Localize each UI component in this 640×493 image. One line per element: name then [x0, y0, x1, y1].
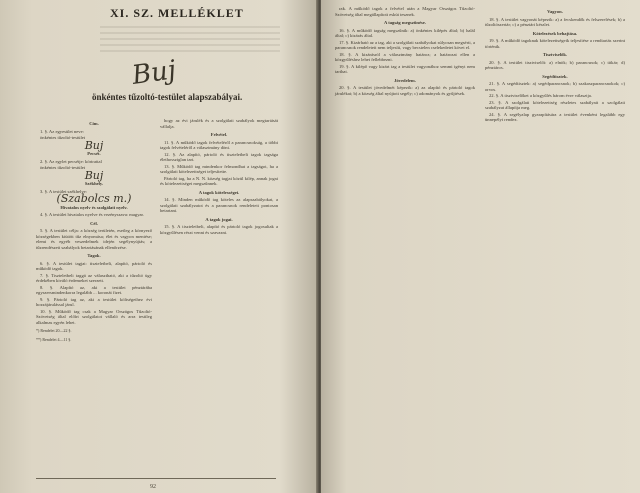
section-heading: Cím. [89, 121, 99, 126]
paragraph: 22. §. A tisztviselőket a közgyűlés három évre választja. [489, 93, 592, 98]
paragraph: 4. §. A testület hivatalos nyelve és vezényszava: magyar. [40, 212, 144, 217]
paragraph: 21. §. A segédtisztek: a) segédparancsnok; b) szakaszparancsnokok; c) orvos. [485, 81, 625, 92]
page-number: 92 [150, 484, 156, 490]
paragraph: 19. §. A működő tagoknak kötelezettségeik teljesítése a rendtartás szerint történik. [485, 38, 625, 49]
handwritten-signature: Buj [130, 55, 178, 91]
section-heading: Jövedelem. [394, 77, 416, 83]
left-page [0, 0, 318, 493]
section-heading: Kötelezések behajtása. [532, 30, 578, 36]
paragraph: 17. §. Kizárható az a tag, aki a szolgálati szabályokat súlyosan megsérti, a parancsnok rendeleteit nem teljesíti, vagy becstelen cselekedetet követ el. [335, 39, 475, 50]
footnote: **) Rendelet 4—11 §. [36, 336, 72, 342]
text-column-4 [485, 6, 625, 124]
handwritten-entry: (Szabolcs m.) [56, 192, 132, 205]
text-column-3 [335, 6, 475, 97]
paragraph: 20. §. A testület tisztviselői: a) elnök; b) parancsnok; c) titkár; d) pénztáros. [485, 59, 625, 70]
paragraph: önkéntes tűzoltó-testület [40, 165, 86, 170]
paragraph: 9. §. Pártoló tag az, aki a testület költségeihez évi hozzájárulással járul. [36, 296, 152, 307]
paragraph: 23. §. A szolgálati kötelezettség részletes szabályait a szolgálati szabályzat állapítja meg. [485, 99, 625, 110]
section-heading: Székhely. [84, 181, 104, 186]
paragraph: 10. §. Működő tag csak a Magyar Országos Tűzoltó-Szövetség által előírt szolgálatot vállaló és arra testileg alkalmas egyén lehet. [36, 308, 152, 325]
paragraph: 2. §. Az egylet pecsétje: körirattal [40, 158, 102, 164]
section-heading: Cél. [90, 220, 98, 226]
paragraph: 19. §. A kilépő vagy kizárt tag a testület vagyonához semmi igényt nem tarthat. [335, 63, 475, 74]
section-heading: Tagok. [87, 253, 101, 258]
paragraph: 24. §. A segélyalap gyarapítására a testület évenként legalább egy ünnepélyt rendez. [485, 111, 625, 122]
page-title: XI. SZ. MELLÉKLET [110, 6, 244, 20]
paragraph: 15. §. A tiszteletbeli, alapító és pártoló tagok jogosultak a közgyűlésen részt venni és szavazni. [160, 224, 278, 235]
bleed-through-shadow [100, 26, 280, 52]
paragraph: 3. §. A testület székhelye: [40, 188, 87, 194]
handwritten-entry: Buj [84, 168, 104, 182]
section-heading: Hivatalos nyelv és szolgálati nyelv. [60, 204, 128, 210]
document-subtitle: önkéntes tűzoltó-testület alapszabályai. [92, 92, 243, 102]
paragraph: 7. §. Tiszteletbeli taggá az választható, aki a tűzoltó ügy érdekében kiváló érdemeket szerzett. [36, 272, 152, 283]
paragraph: 1. §. Az egyesület neve: [40, 128, 84, 134]
paragraph: hogy az évi járulék és a szolgálati szabályok megtartását vállalja. [160, 118, 278, 129]
paragraph: 20. §. A testület jövedelmét képezik: a) az alapító és pártoló tagok járulékai; b) a község által nyújtott segély; c) adományok és gyűjtések. [335, 85, 475, 96]
footnote-divider [36, 478, 276, 479]
paragraph: Pártoló tag, ha a N. N. község tagjai közül kilép, annak jogai és kötelezettségei megszűnnek. [160, 175, 278, 186]
paragraph: 11. §. A működő tagok felvételéről a parancsnokság, a többi tagok felvételéről a választmány dönt. [160, 139, 278, 150]
paragraph: 6. §. A testület tagjai: tiszteletbeli, alapító, pártoló és működő tagok. [36, 260, 152, 271]
paragraph: 18. §. A testület vagyonát képezik: a) a fecskendők és felszerelések; b) a tűzoltószertár; c) a pénztári készlet. [485, 16, 625, 27]
paragraph: 18. §. A kizárásról a választmány határoz; a határozat ellen a közgyűléshez lehet fellebbezni. [335, 51, 475, 62]
text-column-1 [36, 118, 152, 343]
section-heading: Pecsét. [87, 151, 101, 156]
right-page [321, 0, 640, 493]
paragraph: 5. §. A testület célja: a község területén, esetleg a környező községekben kiütött tűz elnyomása; élet és vagyon mentése; elemi és egyéb veszedelmek idején segélynyújtás; a tűzrendészeti szabályok betartásának ellenőrzése. [36, 228, 152, 250]
section-heading: A tagok jogai. [205, 216, 233, 222]
paragraph: 16. §. A működő tagság megszűnik: a) önkéntes kilépés által; b) halál által; c) kizárás által. [335, 27, 475, 38]
text-column-2 [160, 118, 278, 236]
handwritten-entry: Buj [84, 138, 104, 152]
footnote: *) Rendelet 20—22 §. [36, 328, 72, 333]
section-heading: Segédtisztek. [542, 73, 568, 79]
paragraph: 12. §. Az alapító, pártoló és tiszteletbeli tagok tagsága élethossziglan tart. [160, 151, 278, 162]
paragraph: rak. A működő tagok a felvétel után a Magyar Országos Tűzoltó-Szövetség által megállapított esküt tesznek. [335, 6, 475, 17]
paragraph: 8. §. Alapító az, aki a testület pénztárába egyszersmindenkorra legalább ... koronát fizet. [36, 284, 152, 295]
paragraph: 14. §. Minden működő tag köteles az alapszabályokat, a szolgálati szabályzatot és a parancsnok rendeleteit pontosan betartani. [160, 197, 278, 213]
section-heading: Vagyon. [547, 9, 563, 14]
section-heading: A tagok kötelességei. [198, 189, 240, 195]
section-heading: A tagság megszűnése. [384, 20, 426, 25]
paragraph: 13. §. Működő tag mindenkor felmondhat a tagságot, ha a szolgálati kötelezettséget teljesítette. [160, 163, 278, 174]
section-heading: Tisztviselők. [542, 52, 568, 57]
paragraph: önkéntes tűzoltó-testület [40, 135, 86, 140]
section-heading: Felvétel. [210, 132, 228, 137]
